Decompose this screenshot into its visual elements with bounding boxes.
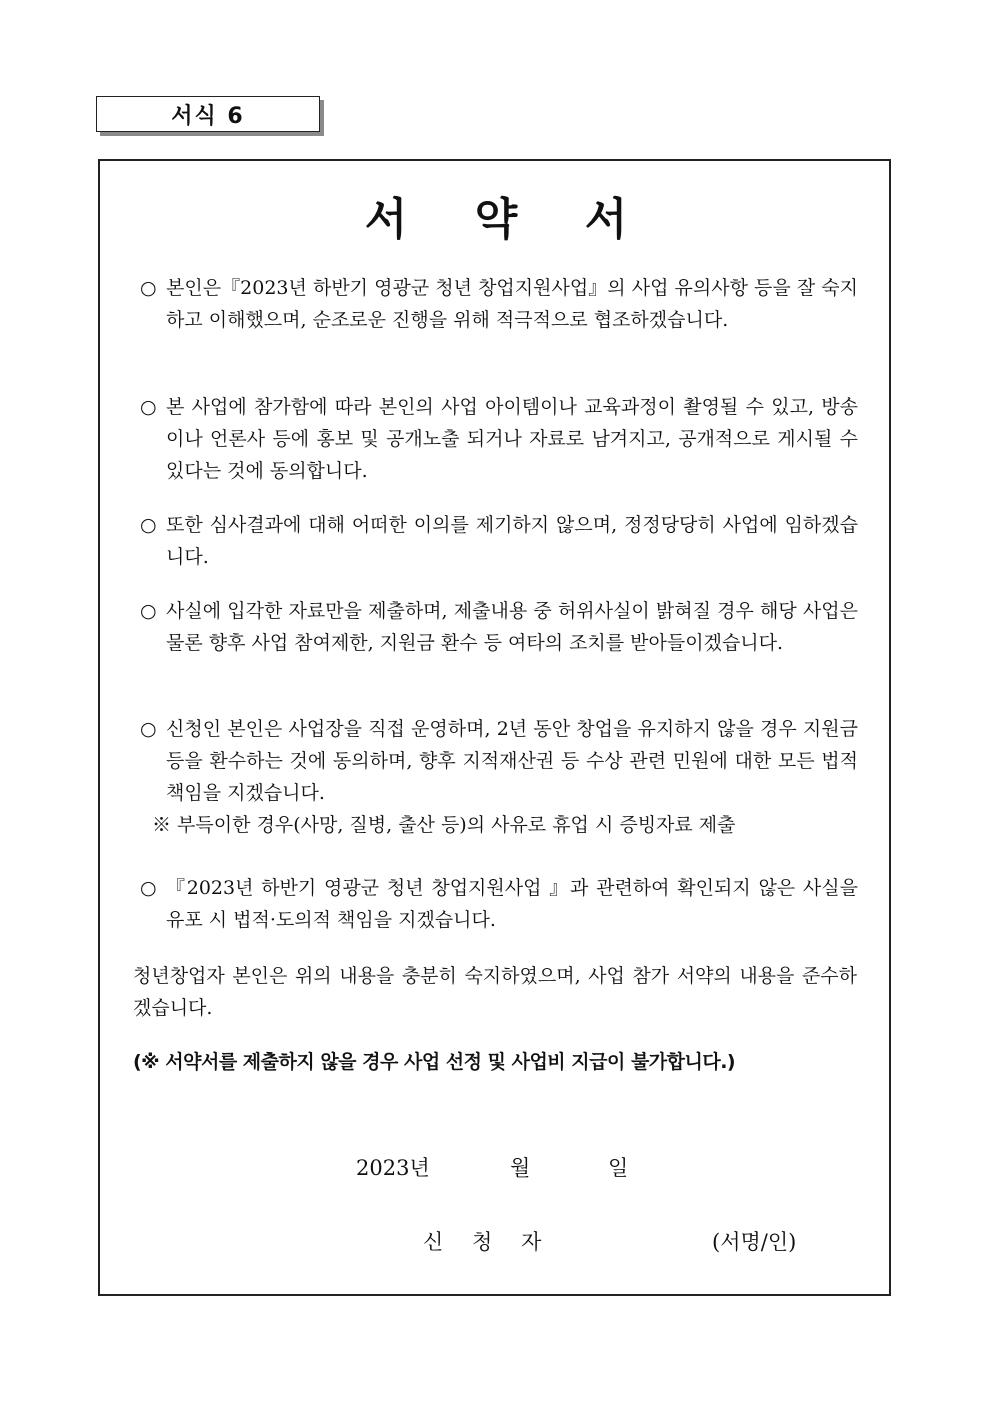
closing-statement: 청년창업자 본인은 위의 내용을 충분히 숙지하였으며, 사업 참가 서약의 내용을 준수하겠습니다. — [133, 965, 857, 1019]
pledge-text: 본 사업에 참가함에 따라 본인의 사업 아이템이나 교육과정이 촬영될 수 있고, 방송이나 언론사 등에 홍보 및 공개노출 되거나 자료로 남겨지고, 공개적으로 게시될 수 있다는 것에 동의합니다. — [166, 396, 858, 482]
applicant-label-char: 자 — [521, 1230, 542, 1254]
pledge-item — [140, 391, 858, 487]
bullet-icon: ○ — [140, 718, 157, 740]
submission-warning: (※ 서약서를 제출하지 않을 경우 사업 선정 및 사업비 지급이 불가합니다.) — [133, 1051, 736, 1073]
pledge-item — [140, 509, 858, 573]
bullet-icon: ○ — [140, 514, 157, 536]
bullet-icon: ○ — [140, 396, 157, 418]
exception-note: ※ 부득이한 경우(사망, 질병, 출산 등)의 사유로 휴업 시 증빙자료 제출 — [152, 814, 736, 836]
pledge-text: 사실에 입각한 자료만을 제출하며, 제출내용 중 허위사실이 밝혀질 경우 해당 사업은 물론 향후 사업 참여제한, 지원금 환수 등 여타의 조치를 받아들이겠습니다. — [166, 600, 858, 654]
document-title — [0, 190, 992, 250]
pledge-item — [140, 595, 858, 659]
pledge-item — [140, 713, 858, 809]
pledge-text: 신청인 본인은 사업장을 직접 운영하며, 2년 동안 창업을 유지하지 않을 경우 지원금 등을 환수하는 것에 동의하며, 향후 지적재산권 등 수상 관련 민원에 대한 모든 법적 책임을 지겠습니다. — [166, 718, 858, 804]
applicant-label-char: 청 — [472, 1230, 493, 1254]
applicant-label-char: 신 — [423, 1230, 444, 1254]
title-char: 약 — [474, 194, 518, 245]
pledge-item — [140, 872, 858, 936]
pledge-text: 『2023년 하반기 영광군 청년 창업지원사업 』과 관련하여 확인되지 않은 사실을 유포 시 법적·도의적 책임을 지겠습니다. — [166, 877, 858, 931]
title-char: 서 — [584, 194, 628, 245]
pledge-item — [140, 272, 858, 336]
title-char: 서 — [364, 194, 408, 245]
form-number-label: 서식 6 — [96, 96, 320, 132]
date-day: 일 — [608, 1156, 629, 1180]
pledge-text: 또한 심사결과에 대해 어떠한 이의를 제기하지 않으며, 정정당당히 사업에 임하겠습니다. — [166, 514, 858, 568]
bullet-icon: ○ — [140, 877, 157, 899]
bullet-icon: ○ — [140, 600, 157, 622]
date-month: 월 — [510, 1156, 531, 1180]
date-year: 2023년 — [356, 1156, 430, 1180]
signature-field[interactable]: (서명/인) — [712, 1230, 797, 1254]
bullet-icon: ○ — [140, 277, 157, 299]
pledge-text: 본인은『2023년 하반기 영광군 청년 창업지원사업』의 사업 유의사항 등을 잘 숙지하고 이해했으며, 순조로운 진행을 위해 적극적으로 협조하겠습니다. — [166, 277, 858, 331]
